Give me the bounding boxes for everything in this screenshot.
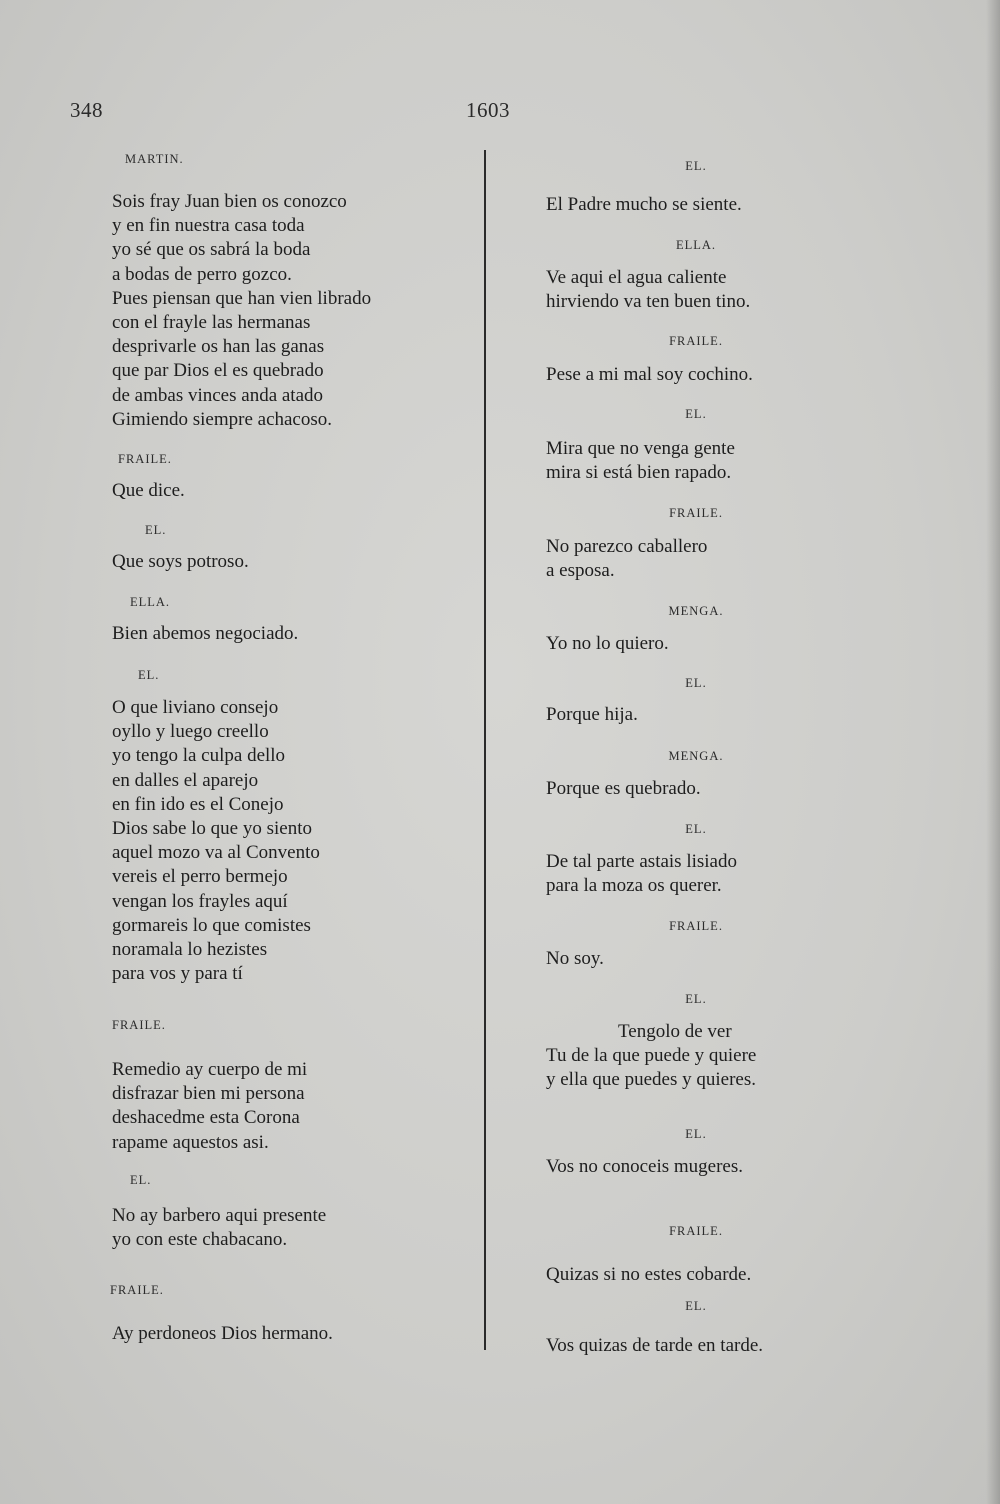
verse-line: Gimiendo siempre achacoso.	[112, 408, 333, 430]
verse-line: Pues piensan que han vien librado	[112, 287, 372, 309]
verse-lines	[112, 479, 185, 503]
speaker-label: EL.	[685, 407, 707, 421]
verse-line: desprivarle os han las ganas	[112, 336, 325, 358]
verse-lines	[112, 190, 371, 432]
verse-line: No soy.	[546, 948, 604, 969]
verse-lines	[546, 1263, 751, 1287]
verse-line: Ay perdoneos Dios hermano.	[112, 1323, 333, 1344]
verse-line: de ambas vinces anda atado	[112, 384, 324, 406]
verse-line: Porque hija.	[546, 704, 638, 725]
speaker-label: FRAILE.	[669, 506, 723, 520]
verse-line: Que dice.	[112, 480, 185, 501]
verse-line: noramala lo hezistes	[112, 939, 268, 961]
verse-lines	[546, 1334, 763, 1358]
speaker-label: MENGA.	[668, 604, 724, 618]
speaker-label: FRAILE.	[112, 1018, 166, 1032]
verse-line: Mira que no venga gente	[546, 438, 735, 459]
verse-line: Bien abemos negociado.	[112, 623, 299, 644]
verse-line: para vos y para tí	[112, 963, 243, 985]
verse-lines	[546, 266, 750, 314]
verse-line: Tu de la que puede y quiere	[546, 1045, 757, 1067]
verse-lines	[546, 363, 753, 387]
verse-line: Porque es quebrado.	[546, 778, 701, 799]
verse-line: Que soys potroso.	[112, 551, 249, 572]
verse-line: a bodas de perro gozco.	[112, 263, 292, 285]
speaker-label: FRAILE.	[118, 452, 172, 466]
verse-lines	[112, 696, 320, 986]
verse-line: Vos no conoceis mugeres.	[546, 1156, 744, 1177]
verse-line: No ay barbero aqui presente	[112, 1205, 327, 1226]
verse-line: gormareis lo que comistes	[112, 914, 311, 936]
speaker-label: EL.	[685, 992, 707, 1006]
speaker-label: EL.	[138, 668, 160, 682]
verse-line: Vos quizas de tarde en tarde.	[546, 1335, 764, 1356]
verse-lines	[546, 1155, 743, 1179]
speaker-label: EL.	[130, 1173, 152, 1187]
verse-line: en fin ido es el Conejo	[112, 793, 284, 815]
verse-line: en dalles el aparejo	[112, 769, 259, 791]
verse-line: rapame aquestos asi.	[112, 1131, 269, 1153]
verse-line: a esposa.	[546, 560, 615, 582]
verse-lines	[546, 850, 737, 898]
column-divider	[484, 150, 486, 1350]
verse-lines	[546, 535, 707, 583]
verse-line: Remedio ay cuerpo de mi	[112, 1059, 308, 1080]
speaker-label: EL.	[685, 822, 707, 836]
verse-line: Ve aqui el agua caliente	[546, 267, 727, 288]
verse-line: hirviendo va ten buen tino.	[546, 291, 751, 313]
verse-line: y en fin nuestra casa toda	[112, 215, 305, 237]
verse-line: yo con este chabacano.	[112, 1229, 288, 1251]
speaker-label: FRAILE.	[110, 1283, 164, 1297]
verse-lines	[546, 437, 735, 485]
verse-line: y ella que puedes y quieres.	[546, 1069, 756, 1091]
verse-lines	[546, 947, 604, 971]
verse-lines	[546, 632, 669, 656]
verse-line: que par Dios el es quebrado	[112, 360, 324, 382]
verse-line: deshacedme esta Corona	[112, 1107, 300, 1129]
speaker-label: EL.	[145, 523, 167, 537]
speaker-label: EL.	[685, 1127, 707, 1141]
verse-lines	[112, 1058, 307, 1155]
verse-line: El Padre mucho se siente.	[546, 194, 742, 215]
page-year-heading: 1603	[466, 98, 510, 122]
verse-line: yo tengo la culpa dello	[112, 745, 286, 767]
verse-line: De tal parte astais lisiado	[546, 851, 737, 872]
speaker-label: EL.	[685, 159, 707, 173]
verse-lines	[112, 1322, 333, 1346]
verse-lines	[546, 1020, 756, 1093]
verse-line: Dios sabe lo que yo siento	[112, 818, 313, 840]
page-edge-shadow	[986, 0, 1000, 1504]
verse-lines	[112, 550, 249, 574]
verse-line: vereis el perro bermejo	[112, 866, 288, 888]
speaker-label: FRAILE.	[669, 919, 723, 933]
speaker-label: MENGA.	[668, 749, 724, 763]
verse-lines	[546, 777, 701, 801]
speaker-label: FRAILE.	[669, 334, 723, 348]
verse-lines	[546, 703, 638, 727]
speaker-label: MARTIN.	[125, 152, 184, 166]
verse-line: aquel mozo va al Convento	[112, 842, 320, 864]
verse-line: mira si está bien rapado.	[546, 462, 732, 484]
verse-line: Tengolo de ver	[618, 1021, 732, 1042]
verse-line: oyllo y luego creello	[112, 721, 269, 743]
verse-line: para la moza os querer.	[546, 875, 722, 897]
page-number: 348	[70, 98, 103, 122]
verse-line: O que liviano consejo	[112, 697, 279, 718]
speaker-label: FRAILE.	[669, 1224, 723, 1238]
verse-line: Pese a mi mal soy cochino.	[546, 364, 753, 385]
verse-line: disfrazar bien mi persona	[112, 1083, 305, 1105]
speaker-label: ELLA.	[130, 595, 171, 609]
verse-line: vengan los frayles aquí	[112, 890, 288, 912]
verse-lines	[112, 622, 298, 646]
speaker-label: ELLA.	[675, 238, 717, 252]
speaker-label: EL.	[685, 1299, 707, 1313]
verse-line: No parezco caballero	[546, 536, 708, 557]
verse-line: yo sé que os sabrá la boda	[112, 239, 311, 261]
verse-lines	[546, 193, 742, 217]
verse-line: con el frayle las hermanas	[112, 312, 311, 334]
speaker-label: EL.	[685, 676, 707, 690]
verse-line: Yo no lo quiero.	[546, 633, 669, 654]
verse-lines	[112, 1204, 326, 1252]
verse-line: Quizas si no estes cobarde.	[546, 1264, 752, 1285]
verse-line: Sois fray Juan bien os conozco	[112, 191, 347, 212]
